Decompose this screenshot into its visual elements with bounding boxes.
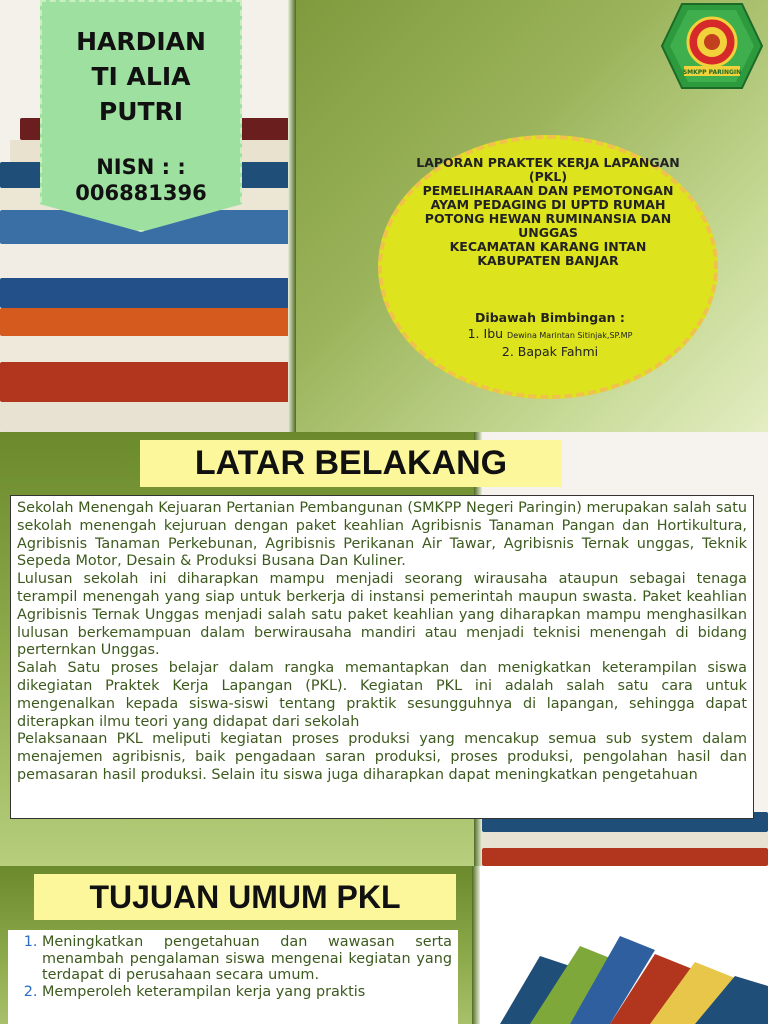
section-title: TUJUAN UMUM PKL xyxy=(34,874,456,920)
student-nisn: NISN : : 006881396 xyxy=(75,155,207,205)
paragraph: Pelaksanaan PKL meliputi kegiatan proses produksi yang mencakup semua sub system dalam menajemen agribisnis, baik pengadaan saran produksi, proses produksi, pengolahan hasil dan pemasaran hasil produksi. Selain itu siswa juga diharapkan dapat meningkatkan pengetahuan xyxy=(17,731,747,783)
section-title: LATAR BELAKANG xyxy=(140,440,562,487)
guidance-block xyxy=(430,310,670,360)
list-item: 2. Memperoleh keterampilan kerja yang praktis xyxy=(42,984,452,1001)
books-image xyxy=(480,866,768,1024)
divider-stripe xyxy=(288,0,296,432)
cover-slide xyxy=(0,0,768,432)
svg-text:SMKPP PARINGIN: SMKPP PARINGIN xyxy=(682,69,742,76)
objectives-list xyxy=(8,930,458,1024)
guidance-title: Dibawah Bimbingan : xyxy=(475,310,625,325)
report-title: LAPORAN PRAKTEK KERJA LAPANGAN (PKL) PEMELIHARAAN DAN PEMOTONGAN AYAM PEDAGING DI UPTD RUMAH POTONG HEWAN RUMINANSIA DAN UNGGAS KECAMATAN KARANG INTAN KABUPATEN BANJAR xyxy=(416,155,680,268)
guide-2: 2. Bapak Fahmi xyxy=(501,344,599,359)
paragraph: Sekolah Menengah Kejuaran Pertanian Pembangunan (SMKPP Negeri Paringin) merupakan salah satu sekolah menengah kejuruan dengan paket keahlian Agribisnis Tanaman Pangan dan Hortikultura, Agribisnis Tanaman Perkebunan, Agribisnis Perikanan Air Tawar, Agribisnis Ternak unggas, Teknik Sepeda Motor, Desain & Produksi Busana Dan Kuliner. xyxy=(17,500,747,570)
guide-1: 1. Ibu Dewina Marintan Sitinjak,SP.MP xyxy=(467,326,633,341)
objectives-slide xyxy=(0,866,768,1024)
school-logo-icon xyxy=(660,2,764,90)
paragraph: Salah Satu proses belajar dalam rangka memantapkan dan menigkatkan keterampilan siswa dikegiatan Praktek Kerja Lapangan (PKL). Kegiatan PKL ini adalah salah satu cara untuk mengenalkan kepada siswa-siswi tentang praktik sesungguhnya di lapangan, sehingga dapat diterapkan ilmu teori yang didapat dari sekolah xyxy=(17,660,747,730)
divider-stripe xyxy=(472,866,480,1024)
background-text xyxy=(10,495,754,819)
list-item: 1. Meningkatkan pengetahuan dan wawasan serta menambah pengalaman siswa mengenai kegiatan yang terdapat di perusahaan secara umum. xyxy=(42,934,452,984)
background-slide xyxy=(0,432,768,866)
paragraph: Lulusan sekolah ini diharapkan mampu menjadi seorang wirausaha ataupun sebagai tenaga terampil menengah yang siap untuk berkerja di instansi pemerintah maupun swasta. Paket keahlian Agribisnis Ternak Unggas menjadi salah satu paket keahlian yang diharapkan mampu menghasilkan lulusan berkemampuan dalam berwirausaha mandiri atau menjadi teknisi menengah di bidang perternkan Unggas. xyxy=(17,571,747,659)
student-name: HARDIAN TI ALIA PUTRI xyxy=(76,27,206,126)
